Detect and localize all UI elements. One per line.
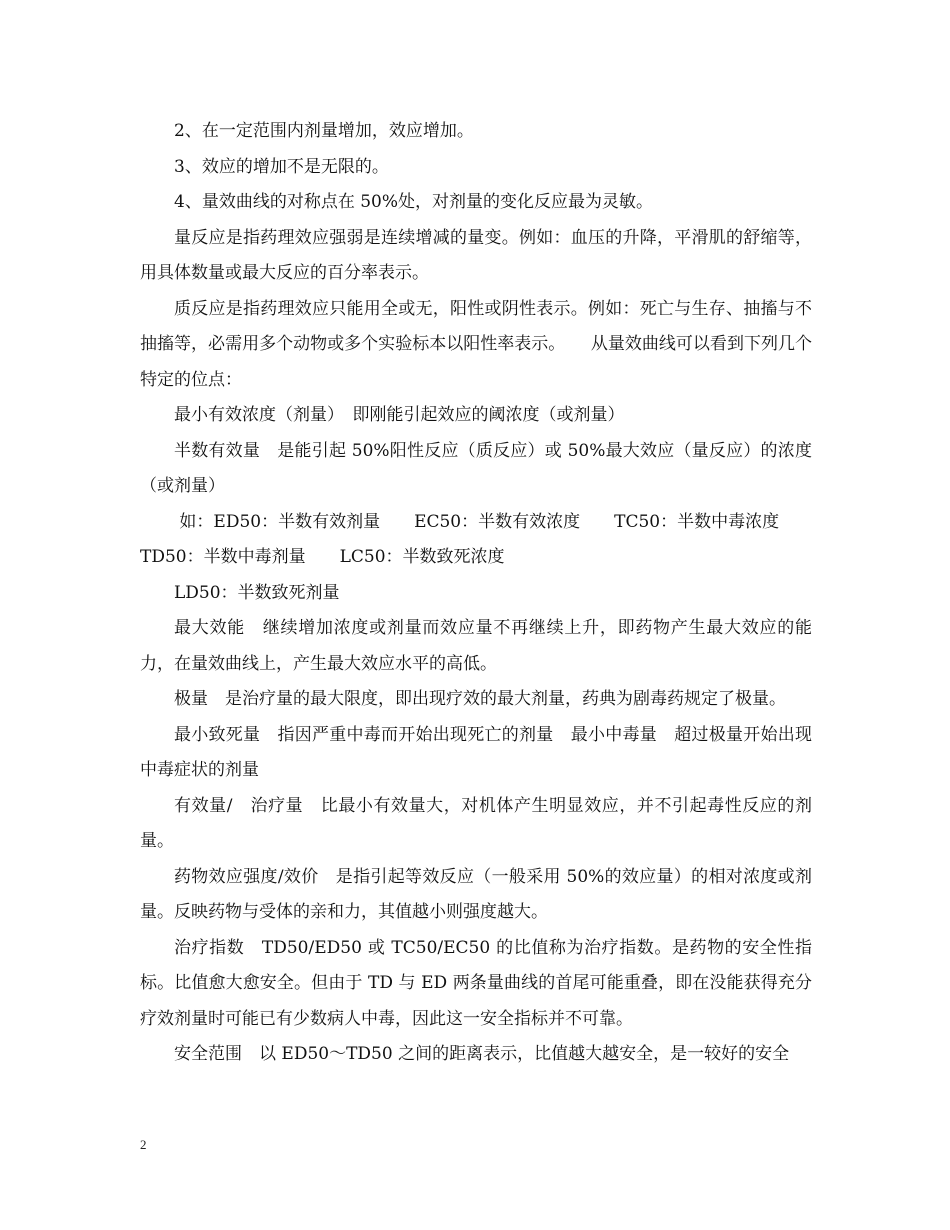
paragraph: 半数有效量 是能引起 50%阳性反应（质反应）或 50%最大效应（量反应）的浓度（或剂量） [140,440,812,496]
paragraph: 治疗指数 TD50/ED50 或 TC50/EC50 的比值称为治疗指数。是药物的安全性指标。比值愈大愈安全。但由于 TD 与 ED 两条量曲线的首尾可能重叠，即在没能获得充分疗效剂量时可能已有少数病人中毒，因此这一安全指标并不可靠。 [140,937,812,1029]
page-number: 2 [140,1137,147,1152]
paragraph: 有效量/ 治疗量 比最小有效量大，对机体产生明显效应，并不引起毒性反应的剂量。 [140,795,812,851]
paragraph: 4、量效曲线的对称点在 50%处，对剂量的变化反应最为灵敏。 [174,192,654,212]
paragraph: 最小有效浓度（剂量） 即刚能引起效应的阈浓度（或剂量） [174,405,625,425]
paragraph: 3、效应的增加不是无限的。 [174,156,389,177]
paragraph: 安全范围 以 ED50～TD50 之间的距离表示，比值越大越安全，是一较好的安全 [174,1044,790,1064]
paragraph: 最小致死量 指因严重中毒而开始出现死亡的剂量 最小中毒量 超过极量开始出现中毒症状的剂量 [140,724,812,780]
paragraph: 最大效能 继续增加浓度或剂量而效应量不再继续上升，即药物产生最大效应的能力，在量效曲线上，产生最大效应水平的高低。 [140,618,812,674]
paragraph: 2、在一定范围内剂量增加，效应增加。 [174,121,474,141]
paragraph: 药物效应强度/效价 是指引起等效反应（一般采用 50%的效应量）的相对浓度或剂量。反映药物与受体的亲和力，其值越小则强度越大。 [140,866,812,922]
abbreviation-line: LD50：半数致死剂量 [174,582,340,603]
paragraph: 极量 是治疗量的最大限度，即出现疗效的最大剂量，药典为剧毒药规定了极量。 [174,689,786,709]
abbreviation-line: TD50：半数中毒剂量 LC50：半数致死浓度 [140,547,505,567]
paragraph: 量反应是指药理效应强弱是连续增减的量变。例如：血压的升降，平滑肌的舒缩等，用具体数量或最大反应的百分率表示。 [140,227,812,283]
abbreviation-line: 如：ED50：半数有效剂量 EC50：半数有效浓度 TC50：半数中毒浓度 [174,511,780,532]
document-body [140,114,812,1073]
paragraph: 质反应是指药理效应只能用全或无，阳性或阴性表示。例如：死亡与生存、抽搐与不抽搐等，必需用多个动物或多个实验标本以阳性率表示。 从量效曲线可以看到下列几个特定的位点： [140,298,812,390]
